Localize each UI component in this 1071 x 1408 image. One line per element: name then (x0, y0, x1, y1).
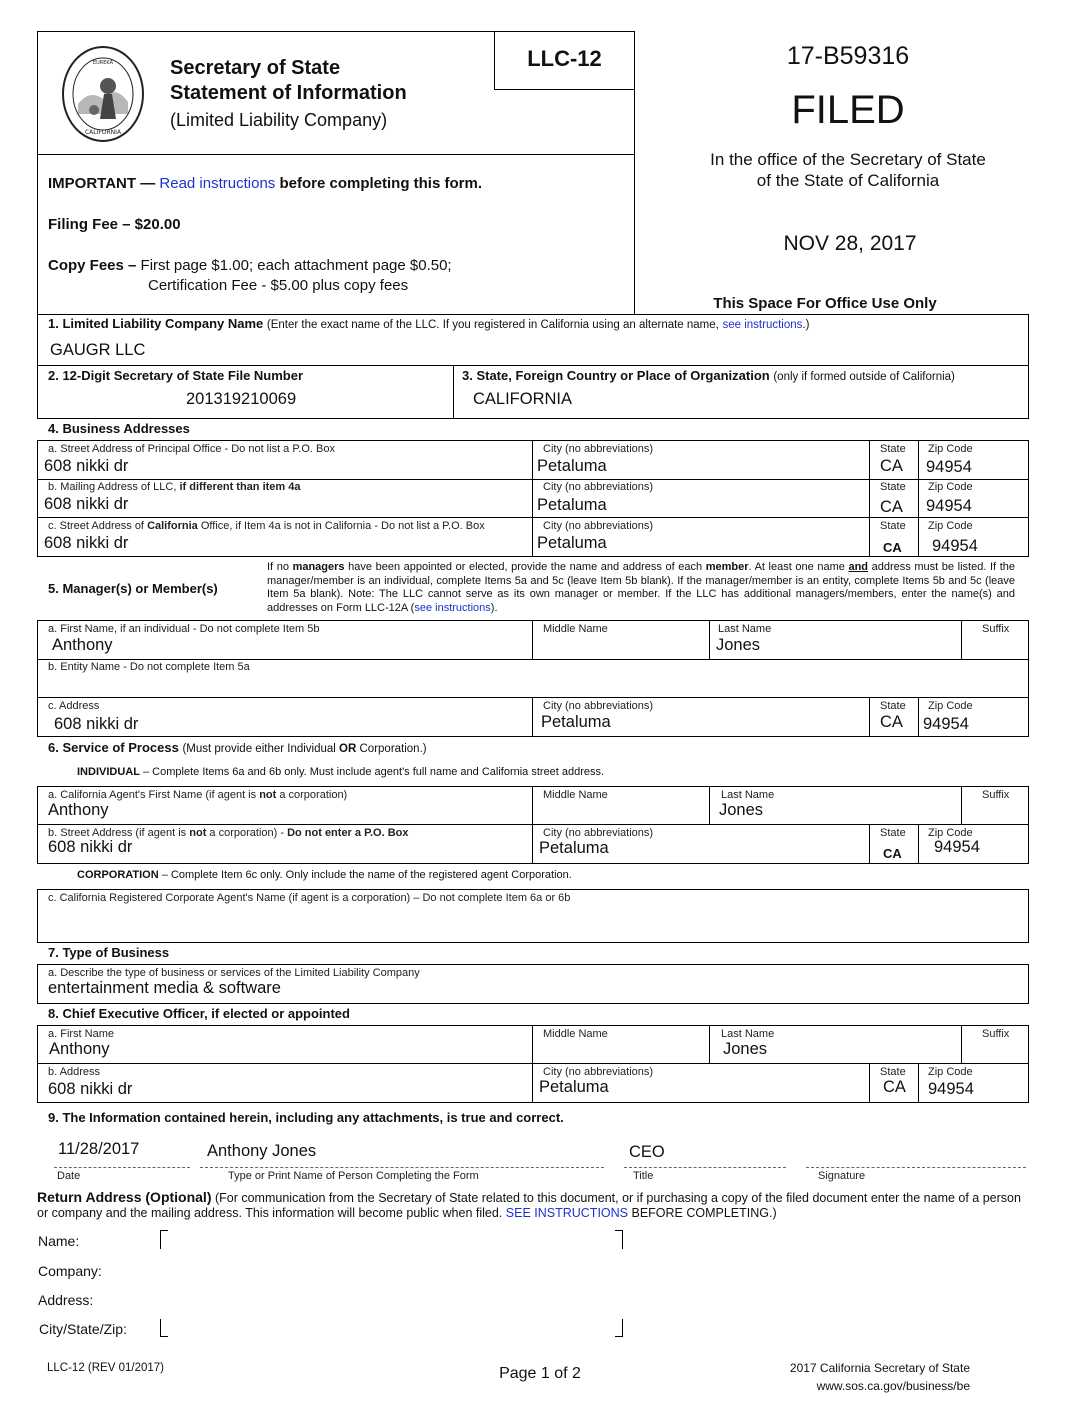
item8a-middle-label: Middle Name (543, 1028, 608, 1040)
item6-individual-text: – Complete Items 6a and 6b only. Must include agent's full name and California street address. (139, 766, 605, 778)
item6a-suffix-label: Suffix (982, 789, 1010, 801)
item8b-city-field[interactable]: Petaluma (539, 1078, 609, 1096)
item4c-label-bold: California (147, 520, 198, 532)
item6b-state-label: State (880, 827, 906, 839)
signature-underline (806, 1167, 1026, 1168)
item8a-last-label: Last Name (721, 1028, 775, 1040)
item1-instructions-link[interactable]: see instructions (722, 319, 803, 331)
item9-label: 9. The Information contained herein, including any attachments, is true and correct. (48, 1110, 564, 1125)
item4a-zip-field[interactable]: 94954 (926, 458, 972, 476)
return-address-instructions-link[interactable]: SEE INSTRUCTIONS (505, 1206, 629, 1220)
item6b-zip-field[interactable]: 94954 (934, 838, 980, 856)
item3-label: 3. State, Foreign Country or Place of Organization (462, 368, 770, 383)
item5c-city-field[interactable]: Petaluma (541, 713, 611, 731)
signature-caption: Signature (818, 1170, 866, 1182)
return-name-label: Name: (38, 1233, 80, 1249)
item8b-zip-field[interactable]: 94954 (928, 1080, 974, 1098)
item8-col-divider (918, 1063, 919, 1103)
office-use-label: This Space For Office Use Only (713, 295, 937, 312)
bracket-bottom-right (615, 1319, 623, 1337)
item4c-zip-field[interactable]: 94954 (932, 537, 978, 555)
item8-col-divider (869, 1063, 870, 1103)
item5c-city-label: City (no abbreviations) (543, 700, 654, 712)
footer-page-number: Page 1 of 2 (499, 1365, 581, 1382)
item4c-label (48, 520, 485, 532)
item8b-address-field[interactable]: 608 nikki dr (48, 1080, 133, 1098)
item4-col-divider (532, 440, 533, 557)
date-underline (54, 1167, 190, 1168)
item5c-state-field[interactable]: CA (880, 713, 903, 731)
item6a-first-label (48, 789, 347, 801)
title-field[interactable]: CEO (629, 1143, 665, 1161)
item5a-last-field[interactable]: Jones (716, 636, 761, 654)
item5b-entity-label: b. Entity Name - Do not complete Item 5a (48, 661, 250, 673)
form-code: LLC-12 (527, 46, 602, 71)
item4a-street-field[interactable]: 608 nikki dr (44, 457, 129, 475)
printed-name-field[interactable]: Anthony Jones (207, 1142, 317, 1160)
filing-office-line2: of the State of California (756, 171, 940, 190)
item5-instr-2: managers (292, 561, 345, 573)
item4c-state-field[interactable]: CA (883, 540, 902, 555)
item4c-street-field[interactable]: 608 nikki dr (44, 534, 129, 552)
item8a-first-label: a. First Name (48, 1028, 115, 1040)
filing-status: FILED (791, 88, 905, 132)
item5c-zip-field[interactable]: 94954 (923, 715, 969, 733)
item7-desc-label: a. Describe the type of business or services of the Limited Liability Company (48, 967, 420, 979)
item6b-state-field[interactable]: CA (883, 846, 902, 861)
item8-box (37, 1025, 1029, 1103)
item5c-state-label: State (880, 700, 906, 712)
item8a-suffix-label: Suffix (982, 1028, 1010, 1040)
item5c-address-label: c. Address (48, 700, 100, 712)
item8b-state-label: State (880, 1066, 906, 1078)
item5-col-divider (532, 620, 533, 659)
item6a-middle-label: Middle Name (543, 789, 608, 801)
item6b-street-label-mid: a corporation) - (206, 827, 288, 839)
state-seal-icon (60, 44, 146, 144)
signature-date-field[interactable]: 11/28/2017 (58, 1140, 140, 1158)
item6b-street-field[interactable]: 608 nikki dr (48, 838, 133, 856)
item8-col-divider (961, 1025, 962, 1063)
item6c-label: c. California Registered Corporate Agent's Name (if agent is a corporation) – Do not complete Item 6a or 6b (48, 892, 571, 904)
item6-label: 6. Service of Process (48, 740, 179, 755)
item5-instr-7: address must be listed. If the manager/member is an individual, complete Items 5a and 5c (leave Item 5b blank). If the manager/member is an entity, complete Items 5b and 5c (leave Item 5a blank). Note: The LLC cannot serve as its own manager or member. If the LLC has additional managers/members, enter the name(s) and addresses on Form LLC-12A ( (267, 561, 1015, 614)
item6b-street-label-bold: not (189, 827, 207, 839)
item4-row-divider (37, 517, 1029, 518)
name-caption: Type or Print Name of Person Completing the Form (228, 1170, 479, 1182)
return-company-label: Company: (38, 1263, 102, 1279)
item1-label-line (48, 316, 809, 331)
item6b-street-label-pre: b. Street Address (if agent is (48, 827, 190, 839)
item5-col-divider (532, 697, 533, 737)
item4b-state-label: State (880, 481, 906, 493)
item8b-city-label: City (no abbreviations) (543, 1066, 654, 1078)
item6-col-divider (918, 824, 919, 864)
footer-form-rev: LLC-12 (REV 01/2017) (47, 1362, 164, 1374)
footer-url: www.sos.ca.gov/business/be (816, 1379, 970, 1393)
item5a-suffix-label: Suffix (982, 623, 1010, 635)
item5-instr-3: have been appointed or elected, provide the name and address of each (344, 561, 706, 573)
item5a-first-label: a. First Name, if an individual - Do not complete Item 5b (48, 623, 320, 635)
item5-instructions (267, 561, 1015, 615)
item6a-last-label: Last Name (721, 789, 775, 801)
agency-line2: Statement of Information (170, 82, 407, 104)
item5a-middle-label: Middle Name (543, 623, 608, 635)
copy-fees-text1: First page $1.00; each attachment page $0.50; (140, 257, 452, 274)
item6-note-pre: (Must provide either Individual (182, 743, 340, 755)
item4a-label-text: a. Street Address of Principal Office - Do not list a P.O. Box (48, 443, 335, 455)
title-caption: Title (633, 1170, 654, 1182)
item5-row-divider (37, 697, 1029, 698)
item1-note: (Enter the exact name of the LLC. If you registered in California using an alternate name, (266, 319, 719, 331)
filing-date: NOV 28, 2017 (783, 232, 917, 255)
item6a-first-label-bold: not (259, 789, 277, 801)
item2-label: 2. 12-Digit Secretary of State File Number (48, 368, 304, 383)
item8-row-divider (37, 1063, 1029, 1064)
item4a-state-label: State (880, 443, 906, 455)
item5-col-divider (709, 620, 710, 659)
item8-col-divider (532, 1025, 533, 1103)
item4b-zip-label: Zip Code (928, 481, 973, 493)
item5-row-divider (37, 659, 1029, 660)
item6a-first-label-post: a corporation) (276, 789, 348, 801)
item6-col-divider (961, 786, 962, 824)
item4c-state-label: State (880, 520, 906, 532)
copy-fees-line2: Certification Fee - $5.00 plus copy fees (148, 277, 409, 294)
item5-instr-4: member (705, 561, 749, 573)
item4b-city-field[interactable]: Petaluma (537, 496, 607, 514)
name-underline (200, 1167, 604, 1168)
item6a-first-field[interactable]: Anthony (48, 801, 109, 819)
title-underline (624, 1167, 786, 1168)
important-suffix: before completing this form. (279, 175, 482, 192)
item8-label: 8. Chief Executive Officer, if elected or appointed (48, 1006, 350, 1021)
filing-office-line1: In the office of the Secretary of State (710, 150, 986, 169)
item6-note-or: OR (339, 743, 357, 755)
item1-note-end: .) (802, 319, 810, 331)
item8-col-divider (709, 1025, 710, 1063)
item6-note-post: Corporation.) (356, 743, 427, 755)
item4c-zip-label: Zip Code (928, 520, 973, 532)
svg-text:EUREKA: EUREKA (92, 60, 114, 66)
item6-individual-line (77, 766, 604, 778)
item6a-first-label-pre: a. California Agent's First Name (if agent is (48, 789, 260, 801)
item6b-city-field[interactable]: Petaluma (539, 839, 609, 857)
item4c-label-post: Office, if Item 4a is not in California - Do not list a P.O. Box (197, 520, 485, 532)
item4-col-divider (869, 440, 870, 557)
item5-col-divider (961, 620, 962, 659)
item6b-street-label-bold2: Do not enter a P.O. Box (287, 827, 409, 839)
item5a-last-label: Last Name (718, 623, 772, 635)
item4a-city-label: City (no abbreviations) (543, 443, 654, 455)
item3-note: (only if formed outside of California) (773, 371, 955, 383)
read-instructions-link[interactable]: Read instructions (159, 175, 276, 192)
important-prefix: IMPORTANT — (48, 175, 156, 192)
item4a-city-field[interactable]: Petaluma (537, 457, 607, 475)
item5-col-divider (918, 697, 919, 737)
item4a-state-field[interactable]: CA (880, 457, 903, 475)
item8a-last-field[interactable]: Jones (723, 1040, 768, 1058)
item4b-label (48, 481, 301, 493)
item5-label: 5. Manager(s) or Member(s) (48, 581, 218, 596)
return-address-label: Return Address (Optional) (37, 1189, 212, 1205)
llc-name-field[interactable]: GAUGR LLC (50, 341, 146, 359)
item6-corporation-line (77, 869, 572, 881)
return-address-label-field: Address: (38, 1292, 94, 1308)
item6-corp-text: – Complete Item 6c only. Only include the name of the registered agent Corporation. (158, 869, 572, 881)
item4b-street-field[interactable]: 608 nikki dr (44, 495, 129, 513)
item4a-label (48, 443, 335, 455)
item2-divider (453, 365, 454, 419)
item5c-address-field[interactable]: 608 nikki dr (54, 715, 139, 733)
item4-row-divider (37, 479, 1029, 480)
item4a-zip-label: Zip Code (928, 443, 973, 455)
return-address-intro (37, 1190, 1021, 1221)
agency-line3: (Limited Liability Company) (170, 110, 388, 130)
item4b-state-field[interactable]: CA (880, 498, 903, 516)
item7-label: 7. Type of Business (48, 945, 170, 960)
return-csz-label: City/State/Zip: (39, 1321, 127, 1337)
item8a-first-field[interactable]: Anthony (49, 1040, 110, 1058)
item8b-zip-label: Zip Code (928, 1066, 973, 1078)
copy-fees-label: Copy Fees – (48, 257, 137, 274)
bracket-top-left (160, 1230, 168, 1249)
item6-corp-bold: CORPORATION (77, 869, 159, 881)
item5a-first-field[interactable]: Anthony (52, 636, 113, 654)
item3-label-line (462, 368, 955, 383)
date-caption: Date (57, 1170, 81, 1182)
item6-col-divider (869, 824, 870, 864)
item6-col-divider (709, 786, 710, 824)
item5-instr-5: . At least one name (748, 561, 849, 573)
item4c-label-pre: c. Street Address of (48, 520, 148, 532)
file-number-field[interactable]: 201319210069 (186, 390, 297, 408)
item5-instructions-link[interactable]: see instructions (414, 601, 491, 614)
item5-instr-1: If no (267, 561, 293, 573)
item4c-city-label: City (no abbreviations) (543, 520, 654, 532)
agency-line1: Secretary of State (170, 57, 341, 79)
return-address-note: (For communication from the Secretary of State related to this document, or if purchasing a copy of the filed document enter the name of a person or company and the mailing address. This information will become public when filed. (37, 1191, 1021, 1220)
item6-label-line (48, 740, 427, 755)
item4-col-divider (918, 440, 919, 557)
item4b-zip-field[interactable]: 94954 (926, 497, 972, 515)
filing-number: 17-B59316 (786, 42, 910, 70)
business-type-field[interactable]: entertainment media & software (48, 979, 281, 997)
svg-text:CALIFORNIA: CALIFORNIA (84, 129, 122, 136)
item6b-city-label: City (no abbreviations) (543, 827, 654, 839)
item4-label: 4. Business Addresses (48, 421, 190, 436)
return-address-note-end: BEFORE COMPLETING.) (628, 1206, 777, 1220)
item5-instr-6: and (848, 561, 869, 573)
item8b-address-label: b. Address (48, 1066, 100, 1078)
item6b-zip-label: Zip Code (928, 827, 973, 839)
bracket-bottom-left (160, 1319, 168, 1337)
bracket-top-right (615, 1230, 623, 1249)
footer-copyright: 2017 California Secretary of State (789, 1361, 970, 1375)
copy-fees-line1 (48, 257, 452, 274)
item5c-zip-label: Zip Code (928, 700, 973, 712)
item6-col-divider (532, 786, 533, 864)
item6a-last-field[interactable]: Jones (719, 801, 764, 819)
item5-col-divider (869, 697, 870, 737)
item5-instr-8: ). (490, 601, 498, 614)
state-organization-field[interactable]: CALIFORNIA (473, 390, 573, 408)
item4b-label-pre: b. Mailing Address of LLC, (48, 481, 180, 493)
item8b-state-field[interactable]: CA (883, 1078, 906, 1096)
item6-individual-bold: INDIVIDUAL (77, 766, 140, 778)
item6-row-divider (37, 824, 1029, 825)
important-line (48, 175, 482, 192)
item4b-label-bold: if different than item 4a (179, 481, 301, 493)
item4c-city-field[interactable]: Petaluma (537, 534, 607, 552)
item4b-city-label: City (no abbreviations) (543, 481, 654, 493)
filing-fee: Filing Fee – $20.00 (48, 216, 181, 233)
item1-label: 1. Limited Liability Company Name (48, 316, 264, 331)
